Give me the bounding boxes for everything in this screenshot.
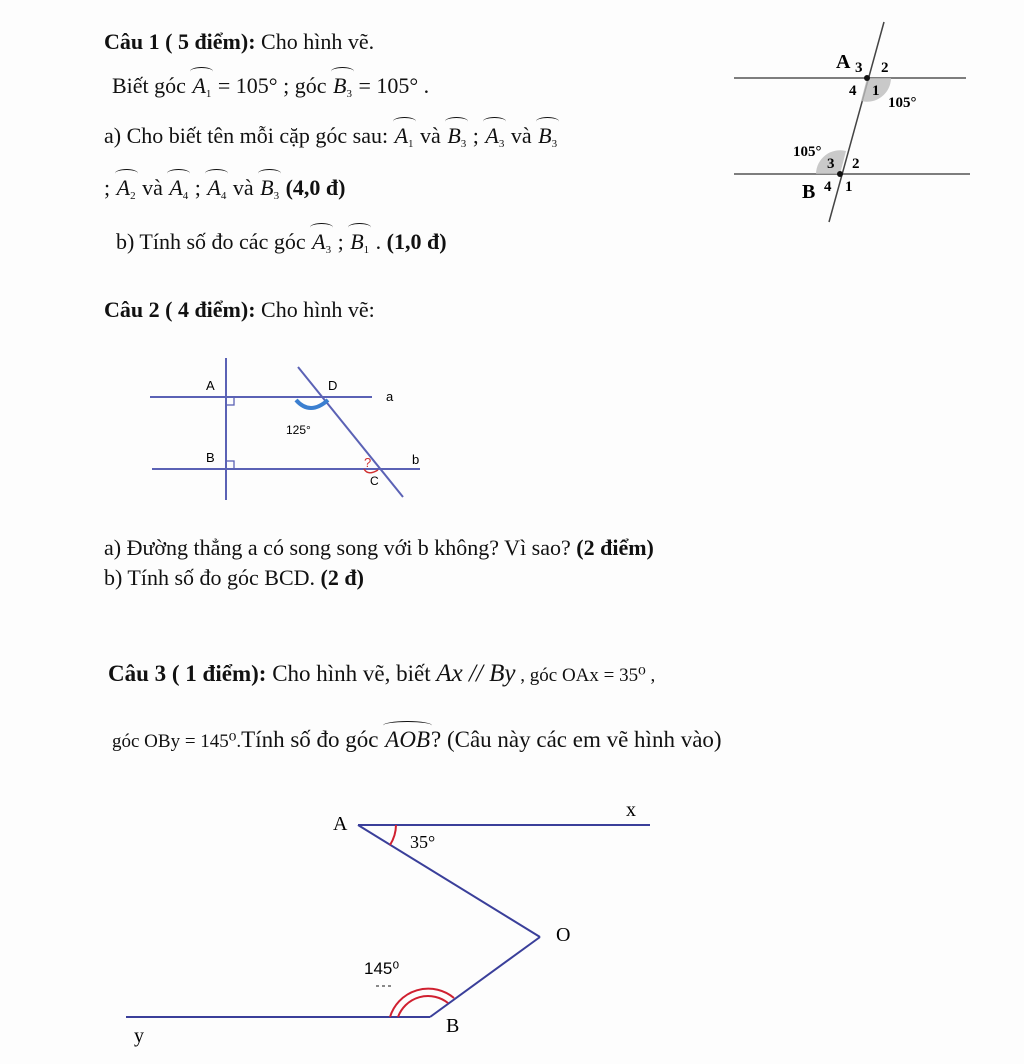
- q1-sep: ; góc: [277, 73, 332, 98]
- angle-sub: 1: [363, 244, 370, 256]
- q1-title-rest: Cho hình vẽ.: [255, 29, 375, 54]
- fig1-n3b: 3: [827, 156, 835, 172]
- fig3-angle35: 35°: [410, 832, 436, 852]
- angle-letter: A: [207, 175, 221, 200]
- angle-sub: 3: [498, 138, 505, 150]
- angle-letter: A: [192, 73, 206, 98]
- angle-sub: 3: [273, 190, 280, 202]
- fig1-angle-top: 105°: [888, 95, 917, 111]
- angle-letter: B: [260, 175, 274, 200]
- q1-va: và: [414, 123, 447, 148]
- q2-b-points: (2 đ): [320, 565, 364, 590]
- q3-line2-c: ? (Câu này các em vẽ hình vào): [431, 727, 722, 752]
- fig2-B: B: [206, 450, 215, 465]
- fig2-angle: 125°: [286, 423, 311, 437]
- angle-letter: A: [394, 123, 409, 148]
- q3-title-bold: Câu 3 ( 1 điểm):: [108, 661, 267, 686]
- fig2-A: A: [206, 378, 215, 393]
- angle-sub: 2: [130, 190, 136, 202]
- fig1-label-B: B: [802, 181, 816, 203]
- q1-dot: .: [418, 73, 430, 98]
- q1-semi-start: ;: [104, 175, 116, 200]
- angle-sub: 3: [346, 88, 352, 100]
- angle-sub: 3: [325, 244, 332, 256]
- q2-a-points: (2 điểm): [576, 535, 654, 560]
- fig3-y: y: [134, 1025, 144, 1047]
- angle-sub: 1: [408, 138, 414, 150]
- fig1-n3a: 3: [855, 60, 863, 76]
- angle-sub: 3: [551, 138, 558, 150]
- q1-a-points: (4,0 đ): [280, 175, 346, 200]
- angle-letter: B: [538, 123, 552, 148]
- angle-letter: B: [333, 73, 347, 98]
- segment-OB: [430, 937, 540, 1017]
- angle-letter: B: [447, 123, 461, 148]
- fig1-n1b: 1: [845, 179, 853, 195]
- q1-semi: ;: [467, 123, 485, 148]
- angle-arc-145-inner: [398, 996, 448, 1017]
- q3-line2-a: góc OBy = 145⁰.: [112, 731, 242, 752]
- q3-line2-b: Tính số đo góc: [241, 727, 385, 752]
- angle-letter: A: [312, 229, 326, 254]
- q1-given-prefix: Biết góc: [112, 73, 192, 98]
- q1-va: và: [227, 175, 260, 200]
- fig1-angle-left: 105°: [793, 144, 822, 160]
- angle-arc-35: [390, 825, 396, 845]
- fig2-question: ?: [364, 455, 372, 470]
- fig1-n4b: 4: [824, 179, 832, 195]
- angle-letter: A: [169, 175, 183, 200]
- fig3-O: O: [556, 924, 571, 946]
- angle-letter: A: [116, 175, 131, 200]
- fig2-D: D: [328, 378, 338, 393]
- q2-a-text: a) Đường thẳng a có song song với b không? Vì sao?: [104, 535, 577, 560]
- fig3-B: B: [446, 1015, 460, 1037]
- q1-b-prefix: b) Tính số đo các góc: [116, 229, 312, 254]
- fig1-n2a: 2: [881, 60, 889, 76]
- q1-b-points: (1,0 đ): [381, 229, 447, 254]
- q1-semi: ;: [189, 175, 207, 200]
- fig1-n2b: 2: [852, 156, 860, 172]
- fig1-n4a: 4: [849, 83, 857, 99]
- angle-letter: B: [350, 229, 364, 254]
- fig1-n1a: 1: [872, 83, 880, 99]
- q1-dot: .: [370, 229, 382, 254]
- q1-va: và: [136, 175, 169, 200]
- q2-title-bold: Câu 2 ( 4 điểm):: [104, 297, 256, 322]
- fig3-angle145: 145⁰: [364, 959, 400, 978]
- fig3-A: A: [333, 813, 348, 835]
- angle-sub: 1: [205, 88, 212, 100]
- angle-AOB: AOB: [385, 727, 430, 752]
- q3-goc-oax: , góc OAx = 35⁰ ,: [515, 665, 656, 686]
- angle-sub: 4: [220, 190, 227, 202]
- angle-sub: 4: [182, 190, 189, 202]
- q2-title-rest: Cho hình vẽ:: [255, 297, 375, 322]
- segment-AO: [358, 825, 540, 937]
- fig2-C: C: [370, 474, 379, 488]
- q1-a-prefix: a) Cho biết tên mỗi cặp góc sau:: [104, 123, 394, 148]
- fig3-x: x: [626, 799, 636, 821]
- q3-title-rest: Cho hình vẽ, biết: [266, 661, 437, 686]
- q1-eq-1: = 105°: [212, 73, 278, 98]
- fig2-a: a: [386, 389, 394, 404]
- q2-b-text: b) Tính số đo góc BCD.: [104, 565, 321, 590]
- q1-va: và: [505, 123, 538, 148]
- fig1-label-A: A: [836, 51, 851, 73]
- angle-sub: 3: [460, 138, 467, 150]
- q1-semi: ;: [332, 229, 350, 254]
- q3-parallel: Ax // By: [436, 660, 516, 687]
- angle-letter: A: [485, 123, 499, 148]
- q1-title-bold: Câu 1 ( 5 điểm):: [104, 29, 256, 54]
- fig2-b: b: [412, 452, 420, 467]
- q1-eq-2: = 105°: [352, 73, 419, 98]
